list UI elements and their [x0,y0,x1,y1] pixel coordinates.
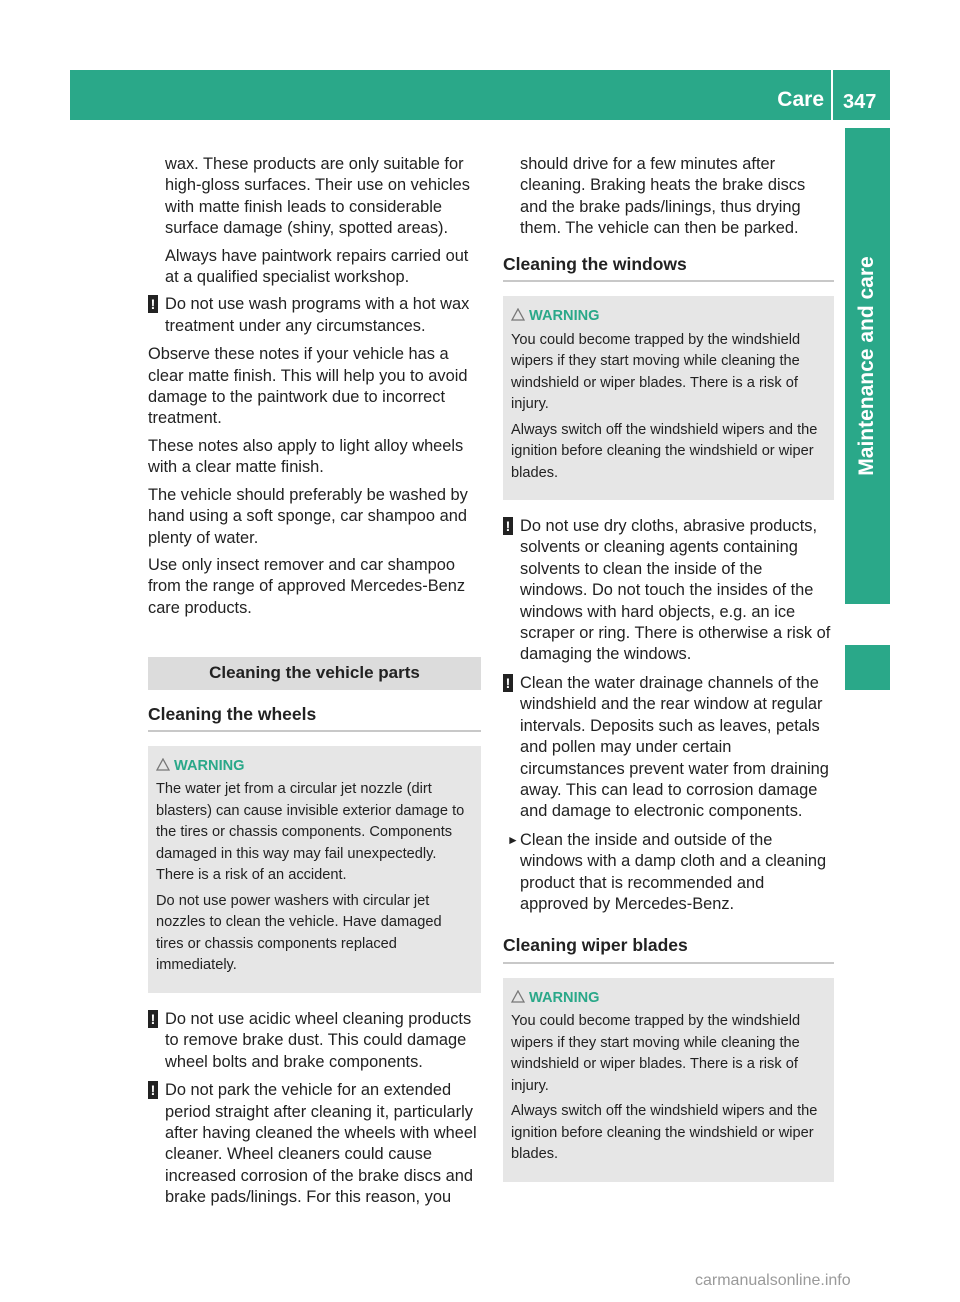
intro-text: Always have paintwork repairs carried out at a qualified specialist workshop. [165,246,469,287]
chapter-label: Maintenance and care [855,256,878,476]
warning-text: You could become trapped by the windshield wipers if they start moving while cleaning the windshield or wiper blades. There is a risk of injury. [511,1013,801,1094]
warning-text: Always switch off the windshield wipers and the ignition before cleaning the windshield or wiper blades. [511,421,818,481]
note [503,673,834,823]
header-separator [831,70,833,120]
note [148,1080,481,1208]
warning-box [148,746,481,993]
note-text: Clean the water drainage channels of the windshield and the rear window at regular intervals. Deposits such as leaves, petals and pollen may under certain circumstances prevent water from draining away. This can lead to corrosion damage and damage to electronic components. [520,673,829,821]
header-bar [70,70,890,120]
paragraph: The vehicle should preferably be washed by hand using a soft sponge, car shampoo and plenty of water. [148,485,468,547]
intro-text: wax. These products are only suitable for high-gloss surfaces. Their use on vehicles with matte finish leads to considerable surface damage (shiny, spotted areas). [165,155,470,238]
warning-triangle-icon [156,758,170,771]
warning-text: Always switch off the windshield wipers and the ignition before cleaning the windshield or wiper blades. [511,1103,818,1163]
warning-box [503,296,834,500]
wheels-heading: Cleaning the wheels [148,698,481,732]
warning-text: Do not use power washers with circular jet nozzles to clean the vehicle. Have damaged tires or chassis components replaced immediately. [156,892,442,974]
chapter-tab [845,128,890,604]
warning-box [503,978,834,1182]
exclamation-icon: ! [148,1081,158,1099]
chapter-marker [845,645,890,690]
section-title: Care [777,88,824,111]
note-text: Do not use acidic wheel cleaning products to remove brake dust. This could damage wheel bolts and brake components. [165,1009,472,1071]
paragraph: These notes also apply to light alloy wheels with a clear matte finish. [148,436,464,477]
step [503,830,834,916]
step-text: Clean the inside and outside of the windows with a damp cloth and a cleaning product that is recommended and approved by Mercedes-Benz. [520,830,827,913]
note-text: Do not use dry cloths, abrasive products, solvents or cleaning agents containing solvents to clean the inside of the windows. Do not touch the insides of the windows with hard objects, e.g. an ice scraper or ring. There is otherwise a risk of damaging the windows. [520,517,831,664]
exclamation-icon: ! [503,517,513,535]
warning-text: You could become trapped by the windshield wipers if they start moving while cleaning the windshield or wiper blades. There is a risk of injury. [511,331,801,413]
warning-triangle-icon [511,308,525,321]
exclamation-icon: ! [503,674,513,692]
note [148,1009,481,1073]
page-number: 347 [843,91,877,113]
right-column [503,154,834,1198]
warning-title: WARNING [511,306,826,328]
warning-triangle-icon [511,990,525,1003]
paragraph: Observe these notes if your vehicle has a clear matte finish. This will help you to avoid damage to the paintwork due to incorrect treatment. [148,345,468,428]
watermark: carmanualsonline.info [695,1272,851,1289]
main-heading: Cleaning the vehicle parts [148,657,481,689]
paragraph: should drive for a few minutes after cleaning. Braking heats the brake discs and the brake pads/linings, thus drying them. The vehicle can then be parked. [520,155,806,238]
paragraph: Use only insect remover and car shampoo from the range of approved Mercedes-Benz care products. [148,555,466,617]
windows-heading: Cleaning the windows [503,248,834,282]
exclamation-icon: ! [148,295,158,313]
note-text: Do not use wash programs with a hot wax treatment under any circumstances. [165,295,470,335]
warning-title: WARNING [156,756,473,778]
warning-text: The water jet from a circular jet nozzle (dirt blasters) can cause invisible exterior damage to the tires or chassis components. Components damaged in this way may fail unexpectedly. There is a risk of an accident. [156,781,465,884]
note [503,516,834,666]
note-text: Do not park the vehicle for an extended period straight after cleaning it, particularly after having cleaned the wheels with wheel cleaner. Wheel cleaners could cause increased corrosion of the brake discs and brake pads/linings. For this reason, you [165,1081,477,1207]
warning-title: WARNING [511,988,826,1010]
arrow-right-icon: ► [507,832,519,847]
exclamation-icon: ! [148,1010,158,1028]
wiper-heading: Cleaning wiper blades [503,929,834,963]
note [148,294,481,337]
left-column [148,154,481,1216]
